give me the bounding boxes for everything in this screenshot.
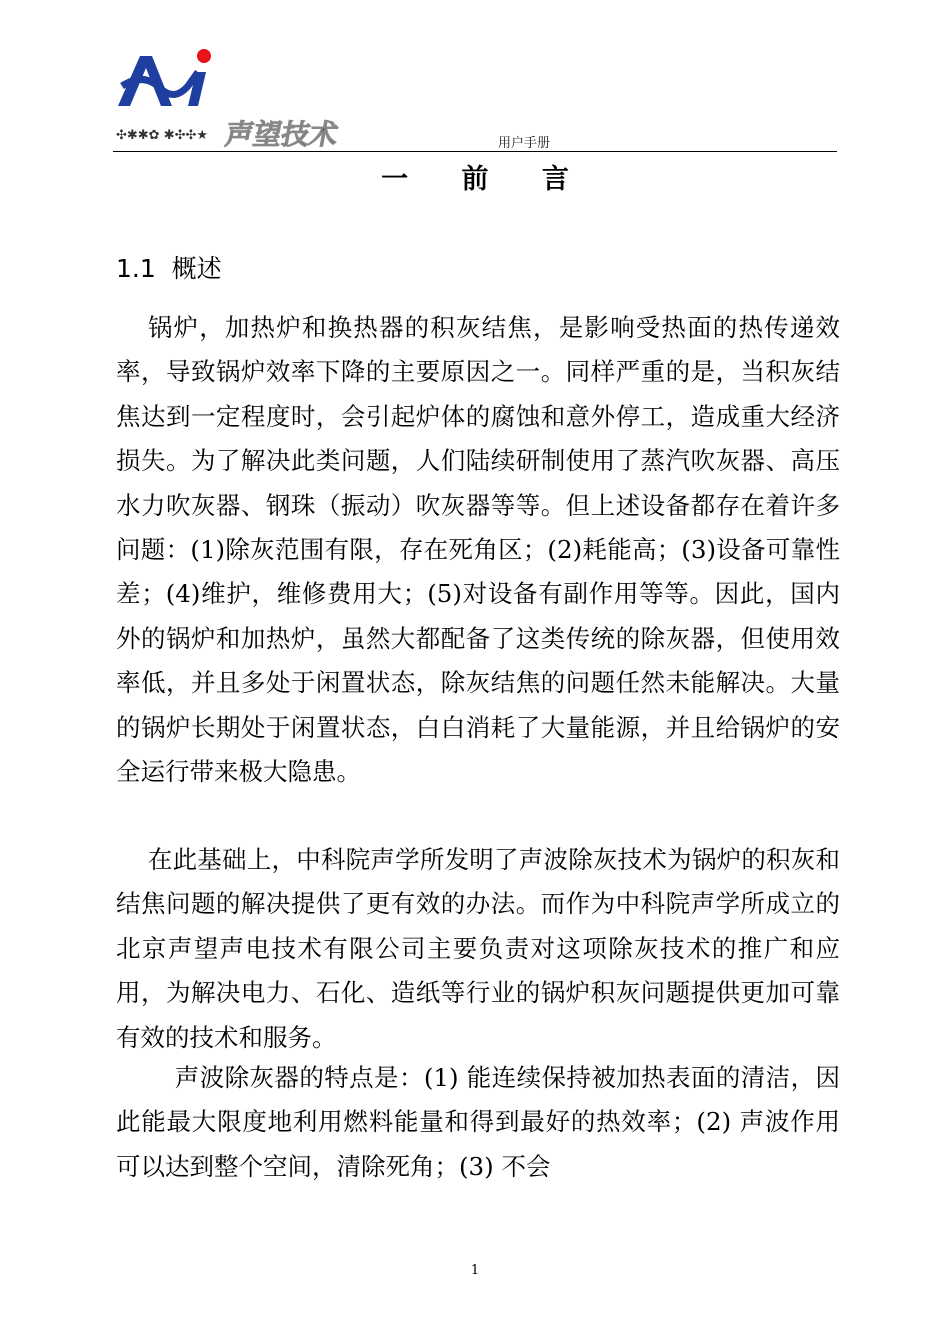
section-number: 1.1 bbox=[116, 254, 156, 283]
page-number: 1 bbox=[470, 1263, 480, 1278]
section-title: 概述 bbox=[171, 254, 222, 283]
paragraph-text: 在此基础上，中科院声学所发明了声波除灰技术为锅炉的积灰和结焦问题的解决提供了更有效的办法。而作为中科院声学所成立的北京声望声电技术有限公司主要负责对这项除灰技术的推广和应用，为解决电力、石化、造纸等行业的锅炉积灰问题提供更加可靠有效的技术和服务。 bbox=[116, 845, 840, 1052]
body-paragraph-3 bbox=[116, 1056, 840, 1189]
svg-text:✣✱✱✿ ✱✣✣★: ✣✱✱✿ ✱✣✣★ bbox=[116, 128, 209, 143]
paragraph-text: 锅炉，加热炉和换热器的积灰结焦，是影响受热面的热传递效率，导致锅炉效率下降的主要原因之一。同样严重的是，当积灰结焦达到一定程度时，会引起炉体的腐蚀和意外停工，造成重大经济损失。为了解决此类问题，人们陆续研制使用了蒸汽吹灰器、高压水力吹灰器、钢珠（振动）吹灰器等等。但上述设备都存在着许多问题：(1)除灰范围有限，存在死角区；(2)耗能高；(3)设备可靠性差；(4)维护，维修费用大；(5)对设备有副作用等等。因此，国内外的锅炉和加热炉，虽然大都配备了这类传统的除灰器，但使用效率低，并且多处于闲置状态，除灰结焦的问题任然未能解决。大量的锅炉长期处于闲置状态，白白消耗了大量能源，并且给锅炉的安全运行带来极大隐患。 bbox=[116, 313, 840, 787]
paragraph-text: 声波除灰器的特点是：(1) 能连续保持被加热表面的清洁，因此能最大限度地利用燃料能量和得到最好的热效率；(2) 声波作用可以达到整个空间，清除死角；(3) 不会 bbox=[116, 1063, 840, 1181]
section-heading bbox=[116, 249, 222, 285]
logo-wordmark: 声望技术 bbox=[222, 118, 341, 151]
logo-ornament-row bbox=[116, 128, 208, 143]
body-paragraph-1 bbox=[116, 306, 840, 794]
logo-red-dot bbox=[197, 49, 211, 63]
company-logo bbox=[114, 42, 374, 154]
header-doc-type: 用户手册 bbox=[498, 135, 551, 150]
header-divider bbox=[113, 151, 837, 152]
chapter-title: 一 前 言 bbox=[381, 164, 591, 195]
body-paragraph-2 bbox=[116, 838, 840, 1060]
